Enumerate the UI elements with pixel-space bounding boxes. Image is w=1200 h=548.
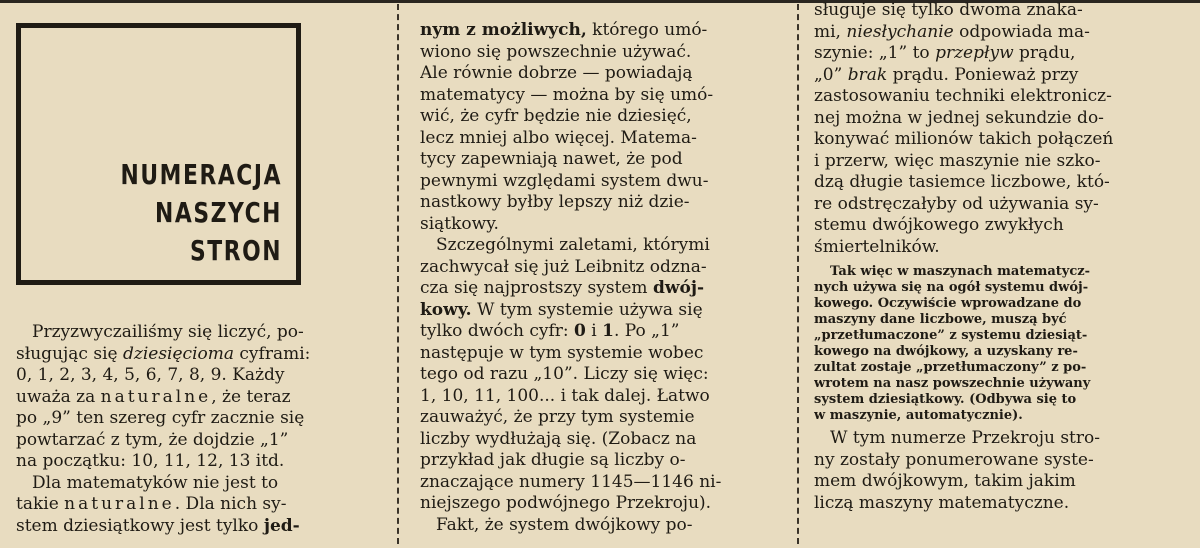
column-3	[814, 0, 1190, 548]
article-title	[121, 156, 282, 270]
title-line-1: NUMERACJA	[120, 158, 282, 191]
col2-paragraph-1: nym z możliwych, którego umó- wiono się powszechnie używać. Ale równie dobrze — powiadają matematycy — można by się umó- wić, że cyfr będzie nie dziesięć, lecz mniej albo więcej. Matema- tycy zapewniają nawet, że pod pewnymi względami system dwu- nastkowy byłby lepszy niż dzie- siątkowy.	[420, 20, 714, 234]
column-2	[420, 20, 786, 548]
col3-paragraph-2: Tak więc w maszynach matematycz- nych używa się na ogół systemu dwój- kowego. Oczywiście wprowadzane do maszyny dane liczbowe, muszą być „przetłumaczone” z systemu dziesiąt- kowego na dwójkowy, a uzyskany re- zultat zostaje „przetłumaczony” z po- wrotem na nasz powszechnie używany system dziesiątkowy. (Odbywa się to w maszynie, automatycznie).	[814, 264, 1091, 423]
col3-paragraph-1: sługuje się tylko dwoma znaka- mi, niesłychanie odpowiada ma- szynie: „1” to przepływ prądu, „0” brak prądu. Ponieważ przy zastosowaniu techniki elektronicz- nej można w jednej sekundzie do- konywać milionów takich połączeń i przerw, więc maszynie nie szko- dzą długie tasiemce liczbowe, któ- re odstręczałyby od używania sy- stemu dwójkowego zwykłych śmiertelników.	[814, 0, 1114, 257]
col1-paragraph-2: Dla matematyków nie jest to takie naturalne. Dla nich sy- stem dziesiątkowy jest tylko jed-	[16, 472, 300, 536]
col1-paragraph-1: Przyzwyczailiśmy się liczyć, po- sługując się dziesięcioma cyframi: 0, 1, 2, 3, 4, 5, 6, 7, 8, 9. Każdy uważa za naturalne, że teraz po „9” ten szereg cyfr zacznie się powtarzać z tym, że dojdzie „1” na początku: 10, 11, 12, 13 itd.	[16, 322, 311, 471]
column-divider-1	[397, 4, 399, 544]
column-divider-2	[797, 4, 799, 544]
title-line-3: STRON	[189, 234, 282, 267]
col2-paragraph-3: Fakt, że system dwójkowy po-	[436, 514, 693, 535]
col3-paragraph-3: W tym numerze Przekroju stro- ny zostały ponumerowane syste- mem dwójkowym, takim jakim liczą maszyny matematyczne.	[814, 428, 1100, 513]
column-1	[16, 322, 386, 548]
title-box	[16, 23, 301, 285]
col2-paragraph-2: Szczególnymi zaletami, którymi zachwycał się już Leibnitz odzna- cza się najprostszy system dwój- kowy. W tym systemie używa się tylko dwóch cyfr: 0 i 1. Po „1” następuje w tym systemie wobec tego od razu „10”. Liczy się więc: 1, 10, 11, 100... i tak dalej. Łatwo zauważyć, że przy tym systemie liczby wydłużają się. (Zobacz na przykład jak długie są liczby o- znaczające numery 1145—1146 ni- niejszego podwójnego Przekroju).	[420, 235, 722, 513]
title-line-2: NASZYCH	[154, 196, 282, 229]
